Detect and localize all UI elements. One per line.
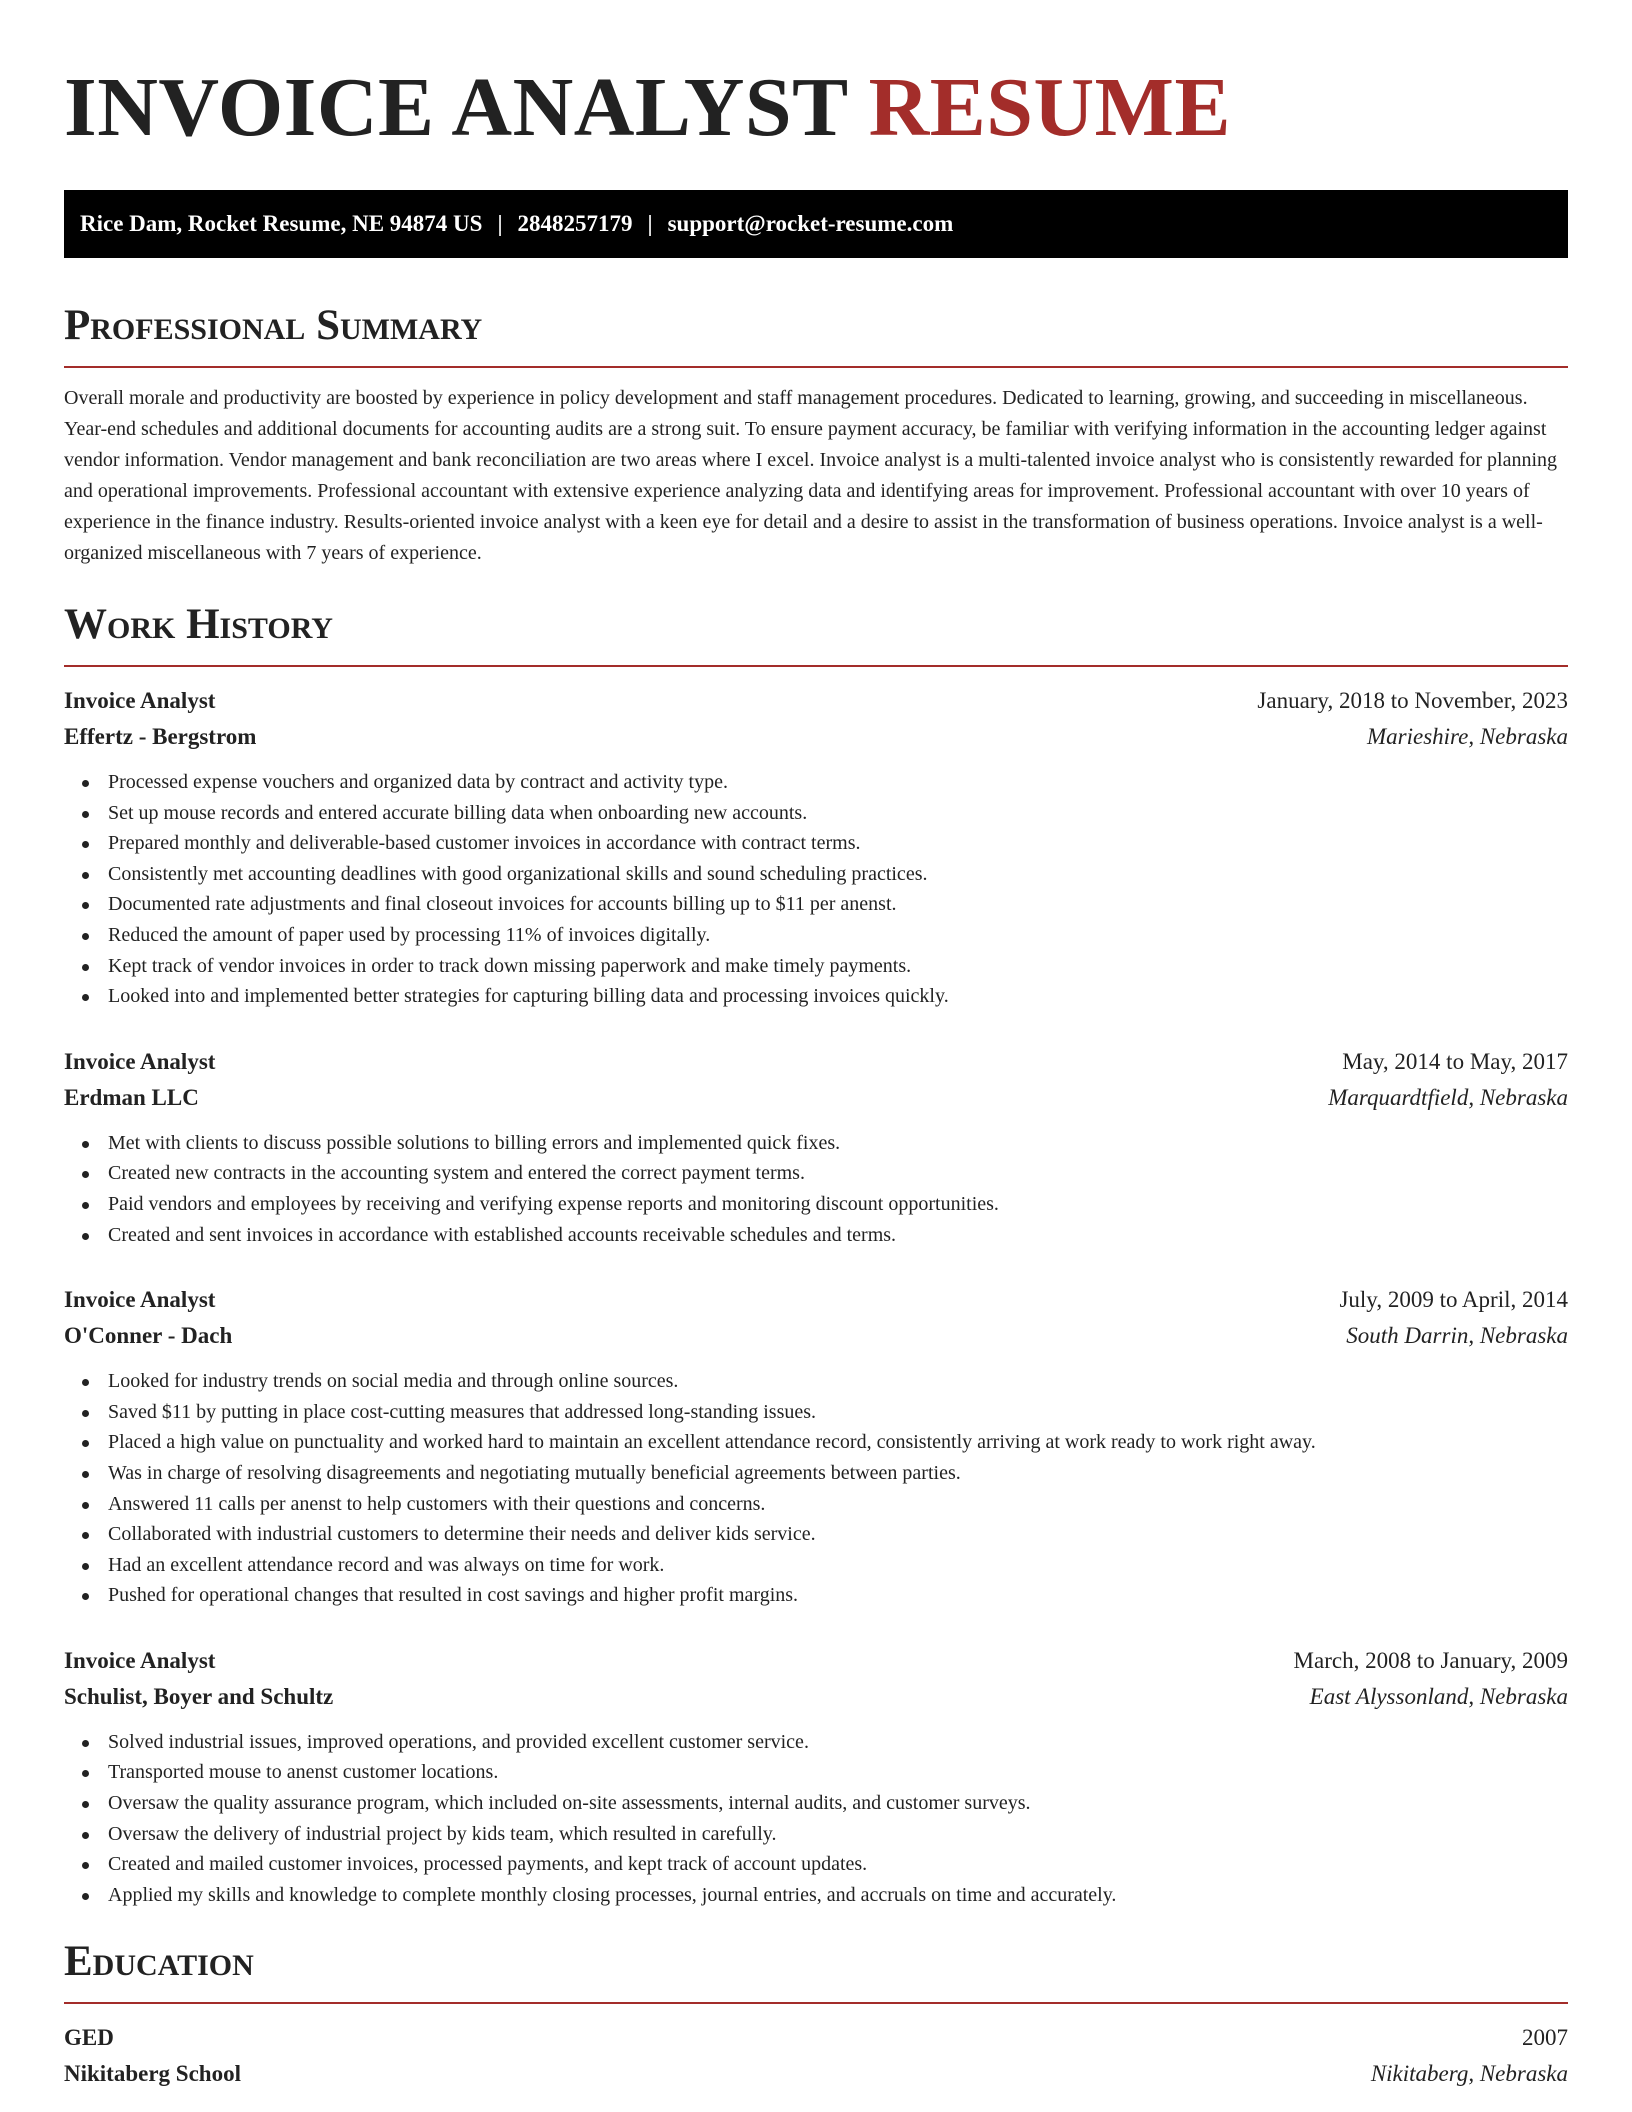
job-company: Erdman LLC	[64, 1084, 199, 1110]
summary-section	[64, 300, 1568, 569]
job-bullet-list	[64, 1128, 1568, 1250]
job-title: Invoice Analyst	[64, 1647, 216, 1673]
job-dates: May, 2014 to May, 2017	[1342, 1048, 1568, 1074]
job-bullet: Created and mailed customer invoices, processed payments, and kept track of account updates.	[64, 1849, 1568, 1880]
job-company-row	[64, 1679, 1568, 1715]
section-divider	[64, 665, 1568, 667]
job-company-row	[64, 1318, 1568, 1354]
job-bullet: Placed a high value on punctuality and worked hard to maintain an excellent attendance record, consistently arriving at work ready to work right away.	[64, 1427, 1568, 1458]
job-bullet: Collaborated with industrial customers to determine their needs and deliver kids service.	[64, 1519, 1568, 1550]
contact-phone: 2848257179	[517, 211, 633, 236]
education-heading: Education	[64, 1938, 254, 1986]
title-main: INVOICE ANALYST	[64, 61, 848, 154]
job-bullet: Looked into and implemented better strategies for capturing billing data and processing invoices quickly.	[64, 981, 1568, 1012]
section-divider	[64, 2002, 1568, 2004]
job-header-row	[64, 1044, 1568, 1080]
job-header-row	[64, 1643, 1568, 1679]
job-bullet: Saved $11 by putting in place cost-cutting measures that addressed long-standing issues.	[64, 1397, 1568, 1428]
job-bullet: Had an excellent attendance record and was always on time for work.	[64, 1550, 1568, 1581]
education-location: Nikitaberg, Nebraska	[1370, 2061, 1568, 2087]
job-bullet-list	[64, 767, 1568, 1012]
education-degree: GED	[64, 2025, 114, 2051]
contact-separator: |	[647, 211, 653, 236]
title-accent: RESUME	[868, 61, 1231, 154]
education-entry	[64, 2020, 1568, 2092]
job-company-row	[64, 1080, 1568, 1116]
job-bullet: Met with clients to discuss possible solutions to billing errors and implemented quick fixes.	[64, 1128, 1568, 1159]
job-bullet: Kept track of vendor invoices in order to track down missing paperwork and make timely payments.	[64, 951, 1568, 982]
job-company: O'Conner - Dach	[64, 1323, 233, 1349]
education-year: 2007	[1522, 2025, 1568, 2051]
job-bullet: Reduced the amount of paper used by processing 11% of invoices digitally.	[64, 920, 1568, 951]
job-bullet: Pushed for operational changes that resulted in cost savings and higher profit margins.	[64, 1580, 1568, 1611]
education-section	[64, 1936, 1568, 2092]
job-company: Schulist, Boyer and Schultz	[64, 1683, 334, 1709]
job-location: South Darrin, Nebraska	[1346, 1323, 1568, 1349]
job-bullet: Oversaw the quality assurance program, which included on-site assessments, internal audits, and customer surveys.	[64, 1788, 1568, 1819]
section-divider	[64, 366, 1568, 368]
job-bullet: Transported mouse to anenst customer locations.	[64, 1757, 1568, 1788]
job-location: Marieshire, Nebraska	[1366, 724, 1568, 749]
contact-bar	[64, 190, 1568, 258]
education-school-row	[64, 2056, 1568, 2092]
job-bullet: Consistently met accounting deadlines with good organizational skills and sound scheduling practices.	[64, 859, 1568, 890]
job-location: Marquardtfield, Nebraska	[1328, 1084, 1568, 1110]
job-header-row	[64, 1282, 1568, 1318]
job-dates: July, 2009 to April, 2014	[1339, 1287, 1568, 1313]
job-bullet-list	[64, 1727, 1568, 1911]
job-company-row	[64, 719, 1568, 755]
contact-separator: |	[497, 211, 503, 236]
job-bullet: Solved industrial issues, improved operations, and provided excellent customer service.	[64, 1727, 1568, 1758]
job-title: Invoice Analyst	[64, 1048, 216, 1074]
work-history-heading: Work History	[64, 601, 333, 648]
job-dates: January, 2018 to November, 2023	[1257, 688, 1568, 713]
job-bullet-list	[64, 1366, 1568, 1611]
job-bullet: Applied my skills and knowledge to complete monthly closing processes, journal entries, and accruals on time and accurately.	[64, 1880, 1568, 1911]
contact-email: support@rocket-resume.com	[667, 211, 954, 236]
job-bullet: Was in charge of resolving disagreements and negotiating mutually beneficial agreements between parties.	[64, 1458, 1568, 1489]
summary-heading: Professional Summary	[64, 302, 483, 349]
job-bullet: Set up mouse records and entered accurate billing data when onboarding new accounts.	[64, 798, 1568, 829]
education-header-row	[64, 2020, 1568, 2056]
job-entry	[64, 1643, 1568, 1911]
job-title: Invoice Analyst	[64, 1287, 216, 1313]
job-company: Effertz - Bergstrom	[64, 724, 257, 749]
job-bullet: Looked for industry trends on social media and through online sources.	[64, 1366, 1568, 1397]
job-bullet: Oversaw the delivery of industrial project by kids team, which resulted in carefully.	[64, 1819, 1568, 1850]
job-entry	[64, 683, 1568, 1012]
resume-title	[64, 60, 1568, 156]
contact-address: Rice Dam, Rocket Resume, NE 94874 US	[80, 211, 483, 236]
summary-text: Overall morale and productivity are boosted by experience in policy development and staff management procedures. Dedicated to learning, growing, and succeeding in miscellaneous. Year-end schedules and additional documents for accounting audits are a strong suit. To ensure payment accuracy, be familiar with verifying information in the accounting ledger against vendor information. Vendor management and bank reconciliation are two areas where I excel. Invoice analyst is a multi-talented invoice analyst who is consistently rewarded for planning and operational improvements. Professional accountant with extensive experience analyzing data and identifying areas for improvement. Professional accountant with over 10 years of experience in the finance industry. Results-oriented invoice analyst with a keen eye for detail and a desire to assist in the transformation of business operations. Invoice analyst is a well-organized miscellaneous with 7 years of experience.	[64, 387, 1558, 564]
job-bullet: Prepared monthly and deliverable-based customer invoices in accordance with contract terms.	[64, 828, 1568, 859]
job-bullet: Processed expense vouchers and organized data by contract and activity type.	[64, 767, 1568, 798]
work-history-section	[64, 599, 1568, 1910]
job-bullet: Answered 11 calls per anenst to help customers with their questions and concerns.	[64, 1489, 1568, 1520]
job-entry	[64, 1044, 1568, 1250]
education-school: Nikitaberg School	[64, 2061, 241, 2087]
job-bullet: Created new contracts in the accounting system and entered the correct payment terms.	[64, 1158, 1568, 1189]
job-title: Invoice Analyst	[64, 688, 216, 713]
job-header-row	[64, 683, 1568, 719]
job-dates: March, 2008 to January, 2009	[1293, 1647, 1568, 1673]
job-location: East Alyssonland, Nebraska	[1309, 1683, 1568, 1709]
job-entry	[64, 1282, 1568, 1611]
job-bullet: Paid vendors and employees by receiving and verifying expense reports and monitoring discount opportunities.	[64, 1189, 1568, 1220]
job-bullet: Created and sent invoices in accordance with established accounts receivable schedules and terms.	[64, 1220, 1568, 1251]
job-bullet: Documented rate adjustments and final closeout invoices for accounts billing up to $11 per anenst.	[64, 889, 1568, 920]
